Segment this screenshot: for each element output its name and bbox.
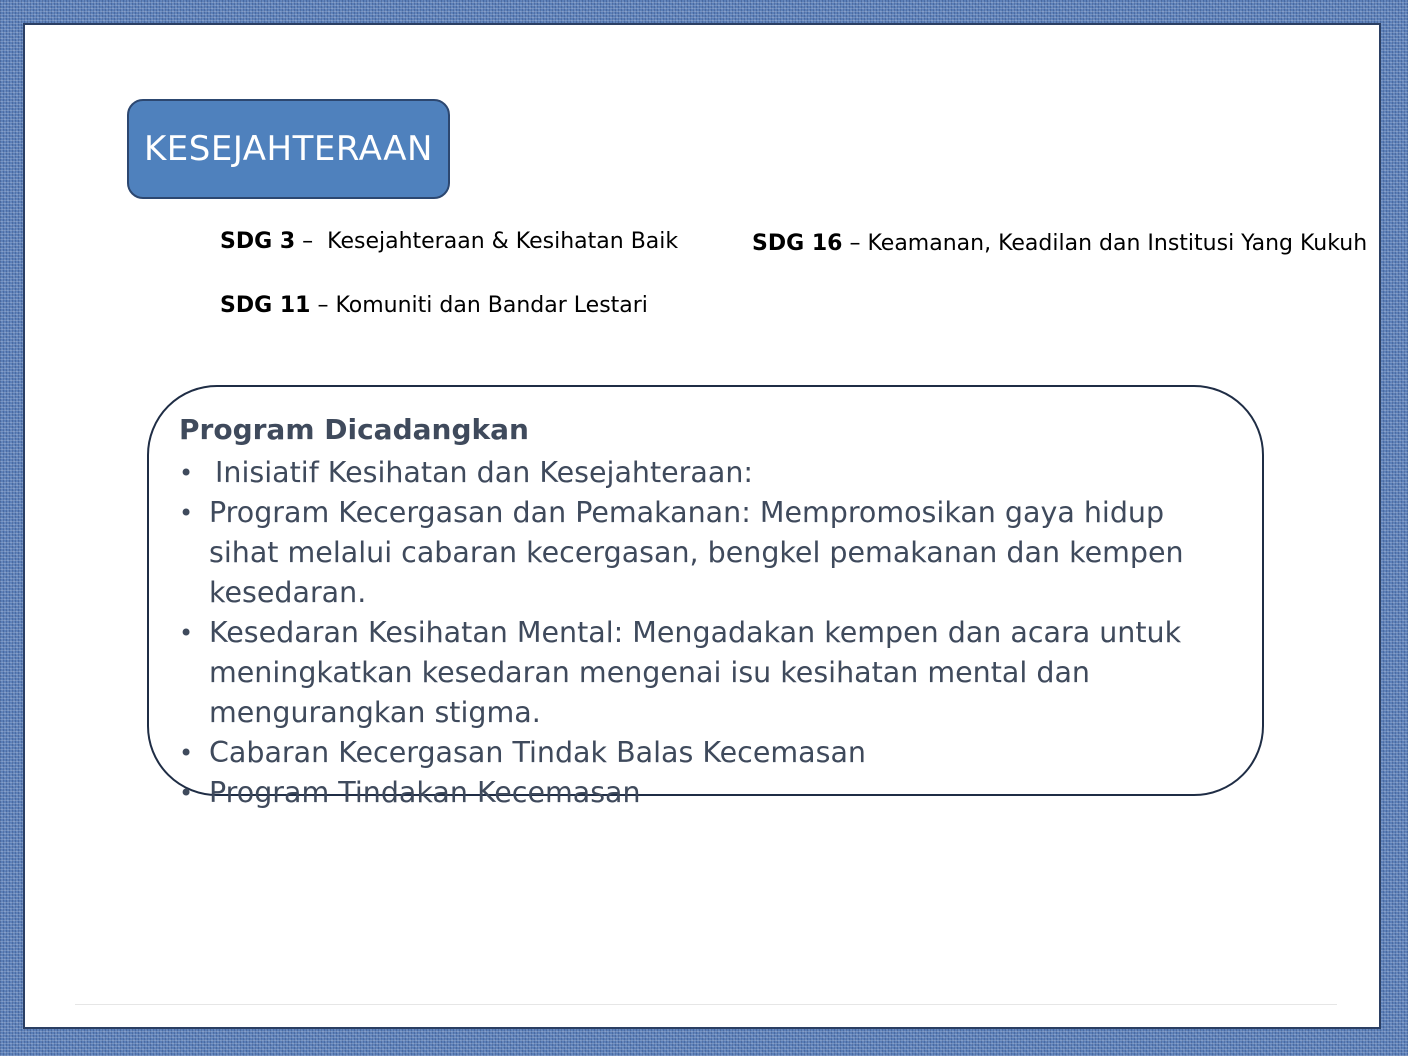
- program-heading: Program Dicadangkan: [179, 413, 529, 446]
- list-item-text: Kesedaran Kesihatan Mental: Mengadakan kempen dan acara untuk meningkatkan kesedaran mengenai isu kesihatan mental dan mengurangkan stigma.: [209, 616, 1182, 729]
- sdg-16-separator: –: [842, 231, 868, 256]
- list-item: [179, 773, 1219, 813]
- sdg-11-line: [220, 293, 648, 318]
- sdg-11-separator: –: [310, 293, 336, 318]
- bullet-icon: •: [179, 499, 194, 527]
- list-item-text: Inisiatif Kesihatan dan Kesejahteraan:: [215, 456, 753, 489]
- slide: [23, 23, 1381, 1029]
- program-box: [147, 385, 1264, 809]
- sdg-3-separator: –: [295, 229, 328, 254]
- program-list: [179, 453, 1219, 813]
- list-item-text: Cabaran Kecergasan Tindak Balas Kecemasan: [209, 736, 866, 769]
- sdg-16-line: [752, 231, 1367, 256]
- bullet-icon: •: [179, 459, 194, 487]
- bullet-icon: •: [179, 779, 194, 807]
- sdg-11-label: Komuniti dan Bandar Lestari: [335, 293, 648, 318]
- list-item-text: Program Kecergasan dan Pemakanan: Mempromosikan gaya hidup sihat melalui cabaran kecergasan, bengkel pemakanan dan kempen kesedaran.: [209, 496, 1184, 609]
- sdg-3-line: [220, 229, 678, 254]
- title-box: [127, 99, 450, 199]
- list-item: [179, 733, 1219, 773]
- list-item: [179, 493, 1219, 613]
- slide-title: KESEJAHTERAAN: [144, 129, 433, 169]
- sdg-16-code: SDG 16: [752, 231, 843, 256]
- list-item: [179, 453, 1219, 493]
- footer-divider: [75, 1004, 1337, 1005]
- list-item: [179, 613, 1219, 733]
- bullet-icon: •: [179, 619, 194, 647]
- list-item-text: Program Tindakan Kecemasan: [209, 776, 641, 809]
- sdg-3-label: Kesejahteraan & Kesihatan Baik: [327, 229, 679, 254]
- sdg-3-code: SDG 3: [220, 229, 296, 254]
- sdg-16-label: Keamanan, Keadilan dan Institusi Yang Kukuh: [867, 231, 1368, 256]
- bullet-icon: •: [179, 739, 194, 767]
- sdg-11-code: SDG 11: [220, 293, 311, 318]
